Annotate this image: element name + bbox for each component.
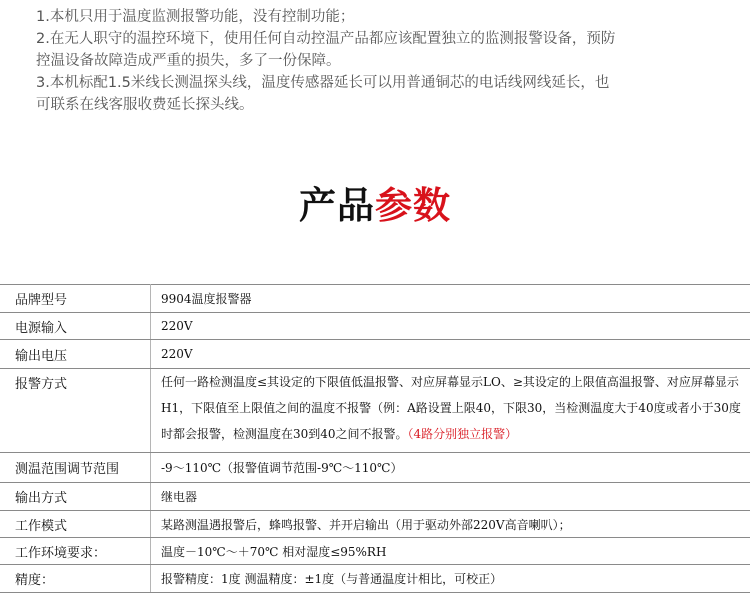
spec-table	[0, 284, 750, 593]
table-row	[0, 511, 750, 538]
note-line: 1.本机只用于温度监测报警功能，没有控制功能；	[36, 6, 736, 28]
spec-label: 测温范围调节范围	[0, 453, 151, 483]
table-row	[0, 369, 750, 453]
spec-label: 工作环境要求：	[0, 538, 151, 565]
spec-label: 精度：	[0, 565, 151, 593]
spec-label: 电源输入	[0, 313, 151, 340]
spec-value: 温度－10℃～＋70℃ 相对湿度≤95%RH	[151, 538, 750, 565]
spec-value: 220V	[151, 340, 750, 369]
spec-value: 某路测温遇报警后，蜂鸣报警、并开启输出（用于驱动外部220V高音喇叭）；	[151, 511, 750, 538]
table-row	[0, 565, 750, 593]
note-line: 控温设备故障造成严重的损失，多了一份保障。	[36, 50, 736, 72]
usage-notes	[36, 6, 736, 116]
spec-label: 报警方式	[0, 369, 151, 453]
spec-value: 220V	[151, 313, 750, 340]
heading-part-red: 参数	[375, 184, 451, 227]
spec-value-highlight: （4路分别独立报警）	[408, 427, 518, 441]
spec-value	[151, 369, 750, 453]
heading-part-dark: 产品	[299, 184, 375, 227]
table-row	[0, 340, 750, 369]
spec-value: -9～110℃（报警值调节范围-9℃～110℃）	[151, 453, 750, 483]
spec-value: 继电器	[151, 483, 750, 511]
note-line: 3.本机标配1.5米线长测温探头线，温度传感器延长可以用普通铜芯的电话线网线延长，也	[36, 72, 736, 94]
spec-label: 输出方式	[0, 483, 151, 511]
table-row	[0, 453, 750, 483]
spec-value-text: 任何一路检测温度≤其设定的下限值低温报警、对应屏幕显示LO、≥其设定的上限值高温报警、对应屏幕显示H1，下限值至上限值之间的温度不报警（例：A路设置上限40，下限30，当检测温度大于40度或者小于30度时都会报警，检测温度在30到40之间不报警。	[161, 375, 741, 441]
spec-value: 报警精度：1度 测温精度：±1度（与普通温度计相比，可校正）	[151, 565, 750, 593]
spec-label: 品牌型号	[0, 285, 151, 313]
table-row	[0, 483, 750, 511]
spec-value: 9904温度报警器	[151, 285, 750, 313]
note-line: 可联系在线客服收费延长探头线。	[36, 94, 736, 116]
spec-label: 工作模式	[0, 511, 151, 538]
table-row	[0, 538, 750, 565]
table-row	[0, 313, 750, 340]
section-heading	[0, 181, 750, 231]
note-line: 2.在无人职守的温控环境下，使用任何自动控温产品都应该配置独立的监测报警设备，预防	[36, 28, 736, 50]
spec-label: 输出电压	[0, 340, 151, 369]
table-row	[0, 285, 750, 313]
